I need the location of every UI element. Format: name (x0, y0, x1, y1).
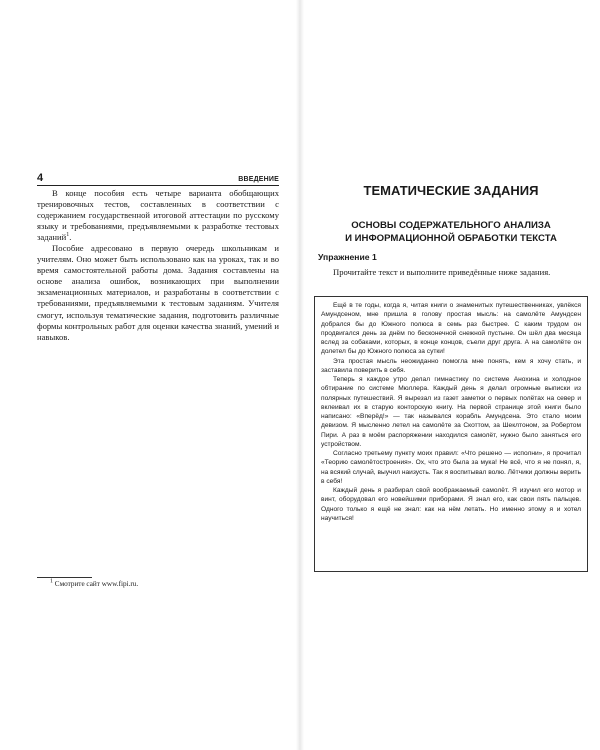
intro-text (37, 188, 279, 343)
reading-paragraph-1: Ещё в те годы, когда я, читая книги о знаменитых путешественниках, увлёкся Амундсеном, мне пришла в голову простая мысль: на самолёте Амундсен добрался бы до Южного полюса в семь раз быстрее. С каким трудом он продвигался день за днём по бесконечной снежной пустыне. Он шёл два месяца вслед за собаками, которых, в конце концов, съели друг друга. А на самолёте он долетел бы до Южного полюса за сутки! (321, 302, 581, 356)
subsection-title-line-2: И ИНФОРМАЦИОННОЙ ОБРАБОТКИ ТЕКСТА (345, 233, 557, 244)
reading-text-box (314, 296, 588, 572)
reading-paragraph-3: Теперь я каждое утро делал гимнастику по системе Анохина и холодное обтирание по системе Мюллера. Каждый день я делал огромные выписки из полярных путешествий. Я вырезал из газет заметки о первых полётах на север и вклеивал их в старую конторскую книгу. На первой странице этой книги было написано: «Вперёд!» — так назывался корабль Амундсена. Это стало моим девизом. Я мысленно летел на самолёте за Скоттом, за Шеклтоном, за Робертом Пири. А раз в моём распоряжении находился самолёт, нужно было заняться его устройством. (321, 376, 581, 448)
subsection-title-line-1: ОСНОВЫ СОДЕРЖАТЕЛЬНОГО АНАЛИЗА (351, 220, 551, 231)
footnote-mark: 1 (50, 578, 53, 585)
section-title: ТЕМАТИЧЕСКИЕ ЗАДАНИЯ (363, 183, 539, 198)
running-title: ВВЕДЕНИЕ (238, 176, 279, 183)
reading-paragraph-4: Согласно третьему пункту моих правил: «Что решено — исполни», я прочитал «Теорию самолётостроения». Ох, что это была за мука! Не всё, что я не понял, я, на всякий случай, выучил наизусть. Так я воспитывал волю. Лётчики должны верить в себя! (321, 450, 581, 485)
intro-paragraph-1: В конце пособия есть четыре варианта обобщающих тренировочных тестов, составленных в соответствии с содержанием государственной итоговой аттестации по русскому языку и требованиями, предъявляемыми к разработке тестовых заданий$^1$. (37, 188, 279, 243)
reading-paragraph-5: Каждый день я разбирал свой воображаемый самолёт. Я изучил его мотор и винт, оборудовал его новейшими приборами. Я знал его, как свои пять пальцев. Одного только я ещё не знал: как на нём летать. Но именно этому я и хотел научиться! (321, 487, 581, 522)
footnote-text: Смотрите сайт www.fipi.ru. (54, 580, 139, 588)
task-instruction: Прочитайте текст и выполните приведённые ниже задания. (333, 267, 551, 277)
page-number: 4 (37, 172, 44, 184)
footnote-divider (37, 577, 92, 578)
reading-paragraph-2: Эта простая мысль неожиданно помогла мне понять, кем я хочу стать, и заставила поверить в себя. (321, 357, 581, 374)
footnote (50, 580, 138, 588)
running-head (37, 171, 279, 186)
footnote-reference: 1 (66, 232, 70, 239)
exercise-label: Упражнение 1 (318, 252, 377, 262)
intro-paragraph-2: Пособие адресовано в первую очередь школьникам и учителям. Оно может быть использовано как на уроках, так и во время самостоятельной работы дома. Задания составлены на основе анализа ошибок, возникающих при выполнении экзаменационных материалов, и разработаны в соответствии с требованиями, предъявляемыми к тестовым заданиям. Учителя смогут, используя тематические задания, подготовить различные формы контрольных работ для оценки качества знаний, умений и навыков. (37, 243, 279, 342)
subsection-title (312, 219, 590, 245)
